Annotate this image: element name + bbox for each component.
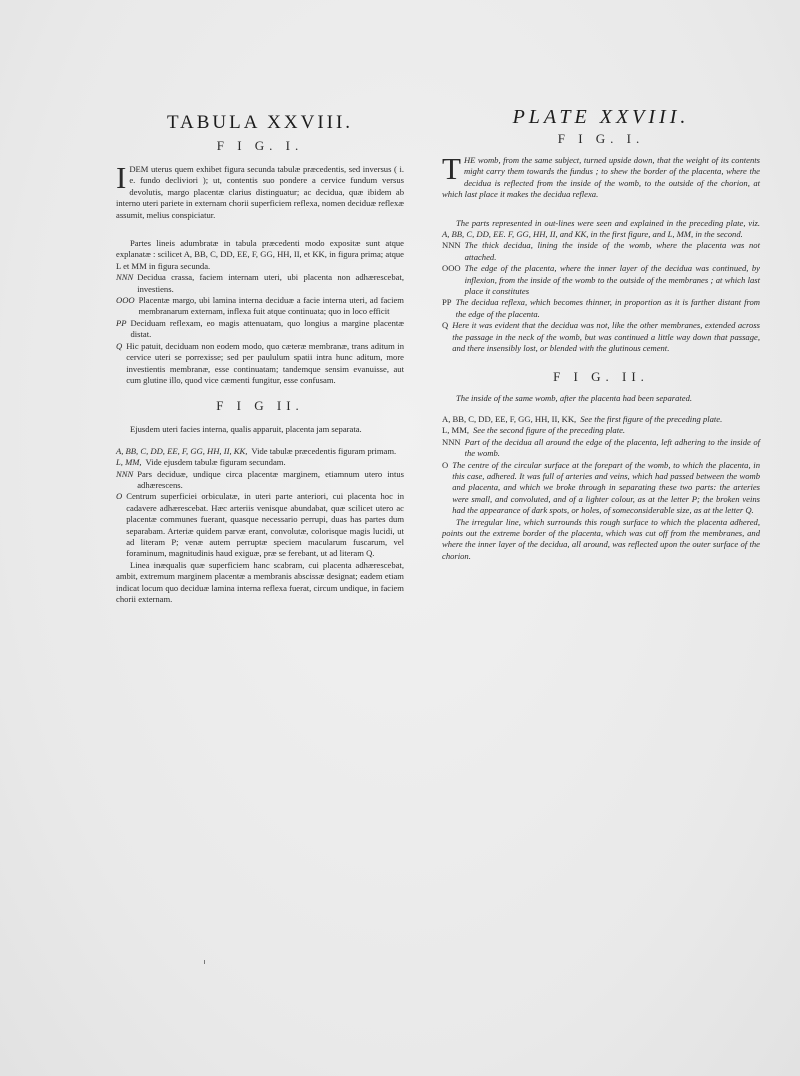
page-speck [204,960,205,964]
latin-partes-paragraph: Partes lineis adumbratæ in tabula præcedenti modo expositæ sunt atque explanatæ : scilicet A, BB, C, DD, EE, F, GG, HH, II, et KK, in figura prima; atque L et MM in figura secunda. [116,238,404,271]
latin-fig2-intro: Ejusdem uteri facies interna, qualis apparuit, placenta jam separata. [130,424,362,435]
english-entry-nnn [442,240,760,263]
entry-text: Vide ejusdem tabulæ figuram secundam. [145,457,286,468]
latin-fig2-heading: F I G II. [216,398,304,414]
latin-closing-paragraph: Linea inæqualis quæ superficiem hanc scabram, cui placenta adhærescebat, ambit, extremum marginem placentæ a membranis abscissæ designat; eadem etiam indicat locum quo deciduæ lamina interna reflexa fuerat, circum undique, in faciem chorii externam. [116,559,404,604]
latin-column [116,112,404,605]
entry-text: Centrum superficiei orbiculatæ, in uteri parte anteriori, cui placenta hoc in cadavere adhærescebat. Hæc arteriis venisque abundabat, quæ scilicet utero ac placentæ communes fuerant, quasque necessario perrupi, duas has partes dum separabam. Arteriæ quidem parvæ erant, convolutæ, colorisque magis lucidi, ut ad literam P; venæ autem perruptæ speciem macularum fuscarum, vel foraminum, magnitudinis haud exiguæ, præ se ferebant, ut ad literam Q. [126,491,404,559]
entry-key: PP [442,297,452,308]
entry-key: L, MM, [116,457,142,468]
latin-fig2-entry-letters [116,446,404,457]
latin-fig2-entry-nnn [116,469,404,492]
english-fig2-entry-o [442,460,760,517]
latin-title: TABULA XXVIII. [166,112,354,133]
latin-intro-text: DEM uterus quem exhibet figura secunda tabulæ præcedentis, sed inversus ( i. e. fundo decliviori ); ut, contentis suo pondere a cervice fundum versus devolutis, margo placentæ clarius distinguatur; ac decidua, quæ ibidem ab interno uteri pariete in externam chorii superficiem reflexa, nomen deciduæ reflexæ assumit, melius conspiciatur. [116,164,405,220]
english-fig2-entry-letters [442,414,760,425]
entry-text: See the first figure of the preceding plate. [580,413,723,424]
latin-intro-paragraph [116,160,405,221]
latin-fig2-entry-lmm [116,457,404,468]
english-fig2-intro: The inside of the same womb, after the placenta had been separated. [456,392,693,403]
entry-text: See the second figure of the preceding plate. [472,425,626,436]
entry-text: Vide tabulæ præcedentis figuram primam. [251,445,397,456]
english-entry-ooo [442,263,760,297]
latin-fig2-entry-o [116,491,404,559]
english-column [442,106,760,562]
entry-key: O [442,459,449,470]
entry-key: OOO [116,295,135,306]
latin-fig1-heading: F I G. I. [216,138,304,153]
latin-entry-ooo [116,295,404,318]
entry-key: Q [442,320,449,331]
entry-text: The edge of the placenta, where the inner layer of the decidua was continued, by inflexion, from the inside of the womb to the outside of the membranes ; at which last place it constitutes [464,263,760,297]
entry-key: NNN [442,240,461,251]
entry-text: Placentæ margo, ubi lamina interna deciduæ a facie interna uteri, ad faciem membranarum externam, inflexa fuit atque continuata; quo in loco efficit [138,295,404,317]
english-fig1-heading: F I G. I. [557,131,645,146]
entry-text: The centre of the circular surface at the forepart of the womb, to which the placenta, in this case, adhered. It was full of arteries and veins, which had passed between the womb and placenta, and which we broke through in separating these two parts: the arteries were small, and convoluted, and of a lighter colour, as at the letter P; the broken veins had the appearance of dark spots, or holes, of someconsiderable size, as at the letter Q. [452,459,760,516]
latin-entry-q [116,341,404,387]
entry-text: The decidua reflexa, which becomes thinner, in proportion as it is farther distant from the edge of the placenta. [455,297,760,319]
entry-text: Here it was evident that the decidua was not, like the other membranes, extended across the passage in the neck of the womb, but was continued a little way down that passage, and there insensibly lost, or blended with the glutinous cement. [452,320,760,354]
english-entry-q [442,320,760,354]
entry-text: Deciduam reflexam, eo magis attenuatam, quo longius a margine placentæ distat. [130,317,404,340]
entry-key: A, BB, C, DD, EE, F, GG, HH, II, KK, [442,413,577,424]
english-intro-text: HE womb, from the same subject, turned upside down, that the weight of its contents might carry them towards the fundus ; to shew the border of the placenta, where the decidua is reflected from the inside of the womb, to the outside of the chorion, at which last place it makes the decidua reflexa. [442,155,760,200]
entry-key: OOO [442,263,461,274]
english-closing-paragraph: The irregular line, which surrounds this rough surface to which the placenta adhered, points out the extreme border of the placenta, which was cut off from the membranes, and where the inner layer of the decidua, all around, was reflected upon the outer surface of the chorion. [442,516,760,561]
entry-key: NNN [116,272,134,283]
english-fig2-entry-lmm [442,425,760,436]
entry-key: A, BB, C, DD, EE, F, GG, HH, II, KK, [116,445,248,456]
english-title: PLATE XXVIII. [512,106,690,128]
latin-entry-pp [116,318,404,341]
latin-dropcap: I [116,160,127,195]
entry-key: Q [116,340,123,351]
english-entry-pp [442,297,760,320]
english-dropcap: T [442,151,461,186]
entry-text: Part of the decidua all around the edge of the placenta, left adhering to the inside of the womb. [464,436,760,459]
entry-text: The thick decidua, lining the inside of the womb, where the placenta was not attached. [464,240,760,262]
entry-key: NNN [116,468,134,479]
english-fig2-entry-nnn [442,437,760,460]
entry-key: NNN [442,436,461,447]
english-parts-paragraph: The parts represented in out-lines were seen and explained in the preceding plate, viz. A, BB, C, DD, EE. F, GG, HH, II, and KK, in the first figure, and L, MM, in the second. [442,217,760,240]
entry-key: O [116,491,123,502]
entry-text: Decidua crassa, faciem internam uteri, ubi placenta non adhærescebat, investiens. [137,272,404,294]
latin-entry-nnn [116,272,404,295]
entry-text: Pars deciduæ, undique circa placentæ marginem, etiamnum utero intus adhærescens. [137,468,404,490]
entry-key: L, MM, [442,425,469,436]
english-fig2-heading: F I G. II. [553,368,649,384]
entry-key: PP [116,317,127,328]
english-intro-paragraph [442,151,760,201]
entry-text: Hic patuit, deciduam non eodem modo, quo cæteræ membranæ, trans aditum in cervice uteri se porrexisse; sed per paululum spatii intra hunc aditum, more investientis membranæ, esse continuatam; tandemque sensim evanuisse, aut cum glutine illo, quod vice cæmenti fungitur, esse confusam. [126,340,404,385]
